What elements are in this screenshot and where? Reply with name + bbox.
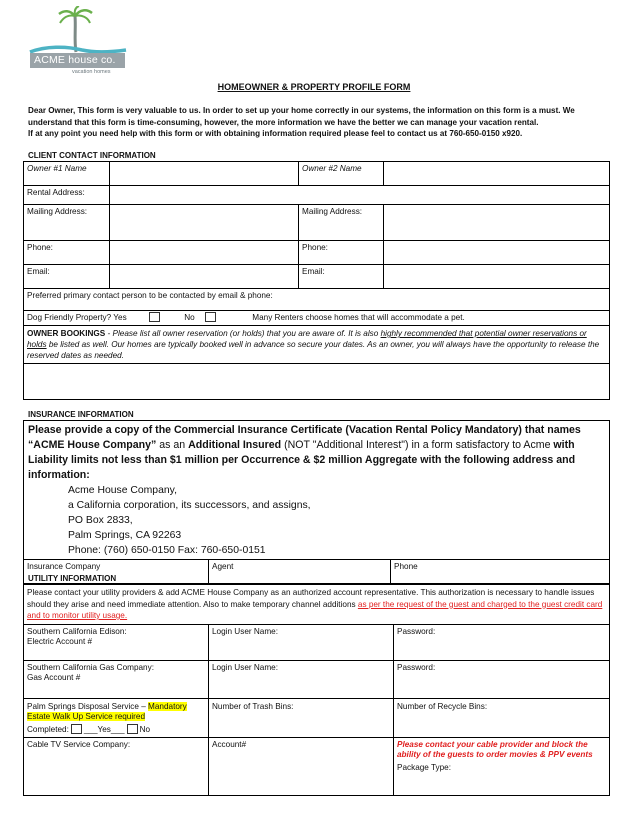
- owner-bookings-text: [24, 326, 610, 364]
- insurance-phone-label: Phone: [394, 562, 418, 571]
- completed-no-checkbox[interactable]: [127, 724, 138, 734]
- email2-label: Email:: [299, 265, 384, 289]
- intro-line: If at any point you need help with this form or with obtaining information required please feel to contact us at 760-650-0150 x920.: [28, 129, 523, 138]
- owner-bookings-field[interactable]: [24, 364, 610, 400]
- intro-line: understand that this form is time-consuming, however, the more information we have the better we can manage your vacation rental.: [28, 117, 539, 127]
- edison-password-field[interactable]: [394, 624, 610, 660]
- trash-bins-label: Number of Trash Bins:: [212, 701, 294, 711]
- completed-yes-checkbox[interactable]: [71, 724, 82, 734]
- agent-field[interactable]: [209, 560, 391, 584]
- logo-brand: ACME house co.: [30, 53, 125, 68]
- mailing1-field[interactable]: [110, 205, 299, 241]
- completed-yes-label: Yes: [97, 724, 111, 734]
- utility-intro: [24, 585, 610, 625]
- insurance-text: as an: [156, 439, 189, 451]
- address-line: Acme House Company,: [68, 485, 177, 496]
- owner1-field[interactable]: [110, 162, 299, 186]
- owner-bookings-emphasis: highly recommended that potential owner reservations or holds: [27, 329, 587, 349]
- gas-login-label: Login User Name:: [212, 662, 278, 672]
- insurance-text-2: (NOT "Additional Interest") in a form satisfactory to Acme: [281, 439, 554, 451]
- gas-password-label: Password:: [397, 662, 436, 672]
- email1-field[interactable]: [110, 265, 299, 289]
- logo-tagline: vacation homes: [72, 69, 111, 75]
- phone2-field[interactable]: [384, 241, 610, 265]
- edison-field[interactable]: [24, 624, 209, 660]
- utility-intro-text: Please contact your utility providers & add ACME House Company as an authorized account representative. This authorization is necessary to handle issues should they arise and need immediate attention. Also to make temporary channel additions: [27, 588, 595, 609]
- phone1-label: Phone:: [24, 241, 110, 265]
- utility-table: [23, 584, 610, 796]
- mailing2-label: Mailing Address:: [299, 205, 384, 241]
- address-line: Palm Springs, CA 92263: [68, 530, 182, 541]
- trash-bins-field[interactable]: [209, 698, 394, 737]
- gas-label: Southern California Gas Company:: [27, 662, 154, 672]
- mailing2-field[interactable]: [384, 205, 610, 241]
- dog-yes-checkbox[interactable]: [149, 312, 160, 322]
- insurance-address: [28, 483, 605, 558]
- address-line: PO Box 2833,: [68, 515, 133, 526]
- insurance-section-label: INSURANCE INFORMATION: [28, 410, 134, 419]
- disposal-cell: Palm Springs Disposal Service – Mandatory Estate Walk Up Service required Completed: ___Yes___ No: [24, 698, 209, 737]
- edison-account-label: Electric Account #: [27, 636, 93, 646]
- disposal-mandatory: Mandatory Estate Walk Up Service required: [27, 701, 187, 721]
- cable-account-label: Account#: [212, 739, 247, 749]
- additional-insured: Additional Insured: [188, 439, 282, 451]
- insurance-table: [23, 420, 610, 584]
- owner-bookings-desc: - Please list all owner reservation (or holds) that you are aware of. It is also: [105, 329, 381, 338]
- disposal-label: Palm Springs Disposal Service –: [27, 701, 149, 711]
- utility-intro-note: as per the request of the guest and charged to the guest credit card and to monitor utility usage.: [27, 599, 603, 620]
- phone1-field[interactable]: [110, 241, 299, 265]
- gas-password-field[interactable]: [394, 660, 610, 698]
- rental-address-field[interactable]: [110, 186, 610, 205]
- package-type-label: Package Type:: [397, 762, 452, 772]
- edison-login-label: Login User Name:: [212, 626, 278, 636]
- dog-no-label: No: [184, 313, 195, 322]
- intro-line: Dear Owner, This form is very valuable to us. In order to set up your home correctly in our systems, the information on this form is a must. We: [28, 106, 575, 115]
- insurance-phone-field[interactable]: [391, 560, 610, 584]
- gas-field[interactable]: [24, 660, 209, 698]
- liability-limits: with Liability limits not less than $1 million per Occurrence & $2 million Aggregate with the following address and information:: [28, 439, 576, 481]
- cable-account-field[interactable]: [209, 737, 394, 795]
- email1-label: Email:: [24, 265, 110, 289]
- recycle-bins-field[interactable]: [394, 698, 610, 737]
- owner1-label: Owner #1 Name: [24, 162, 110, 186]
- recycle-bins-label: Number of Recycle Bins:: [397, 701, 488, 711]
- address-line: Phone: (760) 650-0150 Fax: 760-650-0151: [68, 545, 266, 556]
- rental-address-label: Rental Address:: [24, 186, 110, 205]
- gas-account-label: Gas Account #: [27, 672, 81, 682]
- insurance-request: Please provide a copy of the Commercial Insurance Certificate (Vacation Rental Policy Mandatory) that names “ACME House Company”: [28, 424, 581, 451]
- address-line: a California corporation, its successors, and assigns,: [68, 500, 311, 511]
- dog-no-checkbox[interactable]: [205, 312, 216, 322]
- owner2-field[interactable]: [384, 162, 610, 186]
- agent-label: Agent: [212, 562, 234, 571]
- phone2-label: Phone:: [299, 241, 384, 265]
- edison-label: Southern California Edison:: [27, 626, 127, 636]
- dog-friendly-note: Many Renters choose homes that will accommodate a pet.: [252, 313, 465, 322]
- cable-label: Cable TV Service Company:: [27, 739, 131, 749]
- dog-friendly-row: [24, 311, 610, 326]
- form-title: HOMEOWNER & PROPERTY PROFILE FORM: [217, 82, 411, 92]
- owner-bookings-label: OWNER BOOKINGS: [27, 329, 106, 338]
- email2-field[interactable]: [384, 265, 610, 289]
- completed-no-label: No: [139, 724, 151, 734]
- cable-note-cell[interactable]: [394, 737, 610, 795]
- cable-note: Please contact your cable provider and block the ability of the guests to order movies & PPV events: [397, 739, 593, 759]
- dog-friendly-question: Dog Friendly Property? Yes: [27, 313, 127, 322]
- client-section-label: CLIENT CONTACT INFORMATION: [28, 151, 156, 160]
- intro-text: [28, 105, 603, 140]
- edison-login-field[interactable]: [209, 624, 394, 660]
- completed-label: Completed:: [27, 724, 69, 734]
- insurance-instructions: [24, 421, 610, 560]
- owner2-label: Owner #2 Name: [299, 162, 384, 186]
- preferred-contact-field[interactable]: [24, 289, 610, 311]
- palm-tree-icon: [26, 6, 136, 56]
- mailing1-label: Mailing Address:: [24, 205, 110, 241]
- cable-field[interactable]: [24, 737, 209, 795]
- preferred-contact-label: Preferred primary contact person to be contacted by email & phone:: [27, 291, 273, 300]
- utility-section-label: UTILITY INFORMATION: [28, 574, 117, 583]
- insurance-company-label: Insurance Company: [27, 562, 101, 571]
- client-contact-table: [23, 161, 610, 400]
- acme-logo: [26, 6, 136, 74]
- edison-password-label: Password:: [397, 626, 436, 636]
- owner-bookings-desc-2: be listed as well. Our homes are typically booked well in advance so secure your dates. As an owner, you will always have the opportunity to release the reserved dates as needed.: [27, 340, 600, 360]
- gas-login-field[interactable]: [209, 660, 394, 698]
